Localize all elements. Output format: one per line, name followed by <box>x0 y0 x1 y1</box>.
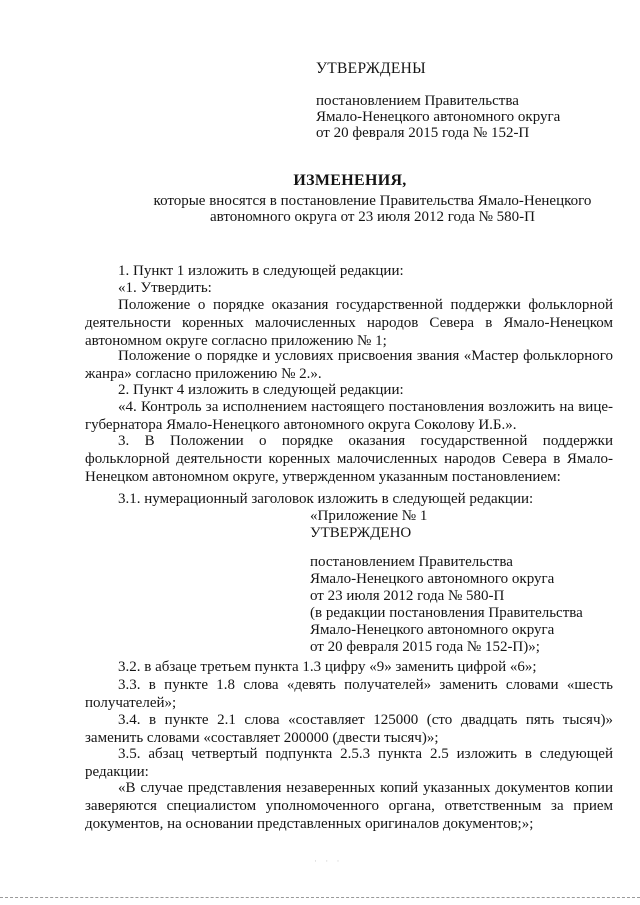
paragraph-1: 1. Пункт 1 изложить в следующей редакции: <box>118 263 404 279</box>
paragraph-2: «1. Утвердить: <box>118 280 212 296</box>
approval-line-3: от 20 февраля 2015 года № 152-П <box>316 125 530 141</box>
approval-heading: УТВЕРЖДЕНЫ <box>316 60 426 77</box>
annex-line-3: постановлением Правительства <box>310 554 513 570</box>
paragraph-5: 2. Пункт 4 изложить в следующей редакции: <box>118 382 404 398</box>
subtitle-line-2: автономного округа от 23 июля 2012 года № 580-П <box>209 209 536 225</box>
annex-line-8: от 20 февраля 2015 года № 152-П)»; <box>310 639 540 655</box>
paragraph-4: Положение о порядке и условиях присвоения звания «Мастер фольклорного жанра» согласно приложению № 2.». <box>85 348 613 382</box>
annex-line-2: УТВЕРЖДЕНО <box>310 525 412 541</box>
subtitle-line-1: которые вносятся в постановление Правительства Ямало-Ненецкого <box>153 193 592 209</box>
paragraph-12: 3.5. абзац четвертый подпункта 2.5.3 пункта 2.5 изложить в следующей редакции: <box>85 746 613 780</box>
paragraph-7: 3. В Положении о порядке оказания государственной поддержки фольклорной деятельности коренных малочисленных народов Севера в Ямало-Ненецком автономном округе, утвержденном указанным постановлением: <box>85 433 613 485</box>
paragraph-11: 3.4. в пункте 2.1 слова «составляет 125000 (сто двадцать пять тысяч)» заменить словами «составляет 200000 (двести тысяч)»; <box>85 712 613 746</box>
paragraph-10: 3.3. в пункте 1.8 слова «девять получателей» заменить словами «шесть получателей»; <box>85 677 613 711</box>
annex-line-5: от 23 июля 2012 года № 580-П <box>310 588 505 604</box>
annex-line-6: (в редакции постановления Правительства <box>310 605 583 621</box>
annex-line-7: Ямало-Ненецкого автономного округа <box>310 622 555 638</box>
paragraph-3: Положение о порядке оказания государственной поддержки фольклорной деятельности коренных малочисленных народов Севера в Ямало-Ненецком автономном округе согласно приложению № 1; <box>85 297 613 349</box>
document-title: ИЗМЕНЕНИЯ, <box>293 172 407 189</box>
annex-line-4: Ямало-Ненецкого автономного округа <box>310 571 555 587</box>
page-bottom-edge <box>0 897 640 898</box>
approval-line-2: Ямало-Ненецкого автономного округа <box>316 109 561 125</box>
annex-line-1: «Приложение № 1 <box>310 508 428 524</box>
paragraph-6: «4. Контроль за исполнением настоящего постановления возложить на вице-губернатора Ямало-Ненецкого автономного округа Соколову И.Б.». <box>85 399 613 433</box>
paragraph-9: 3.2. в абзаце третьем пункта 1.3 цифру «9» заменить цифрой «6»; <box>118 659 537 675</box>
paragraph-13: «В случае представления незаверенных копий указанных документов копии заверяются специалистом уполномоченного органа, ответственным за прием документов, на основании представленных оригиналов документов;»; <box>85 780 613 832</box>
scan-artifact-dots: · · · <box>314 856 343 866</box>
paragraph-8: 3.1. нумерационный заголовок изложить в следующей редакции: <box>118 491 534 507</box>
approval-line-1: постановлением Правительства <box>316 93 519 109</box>
